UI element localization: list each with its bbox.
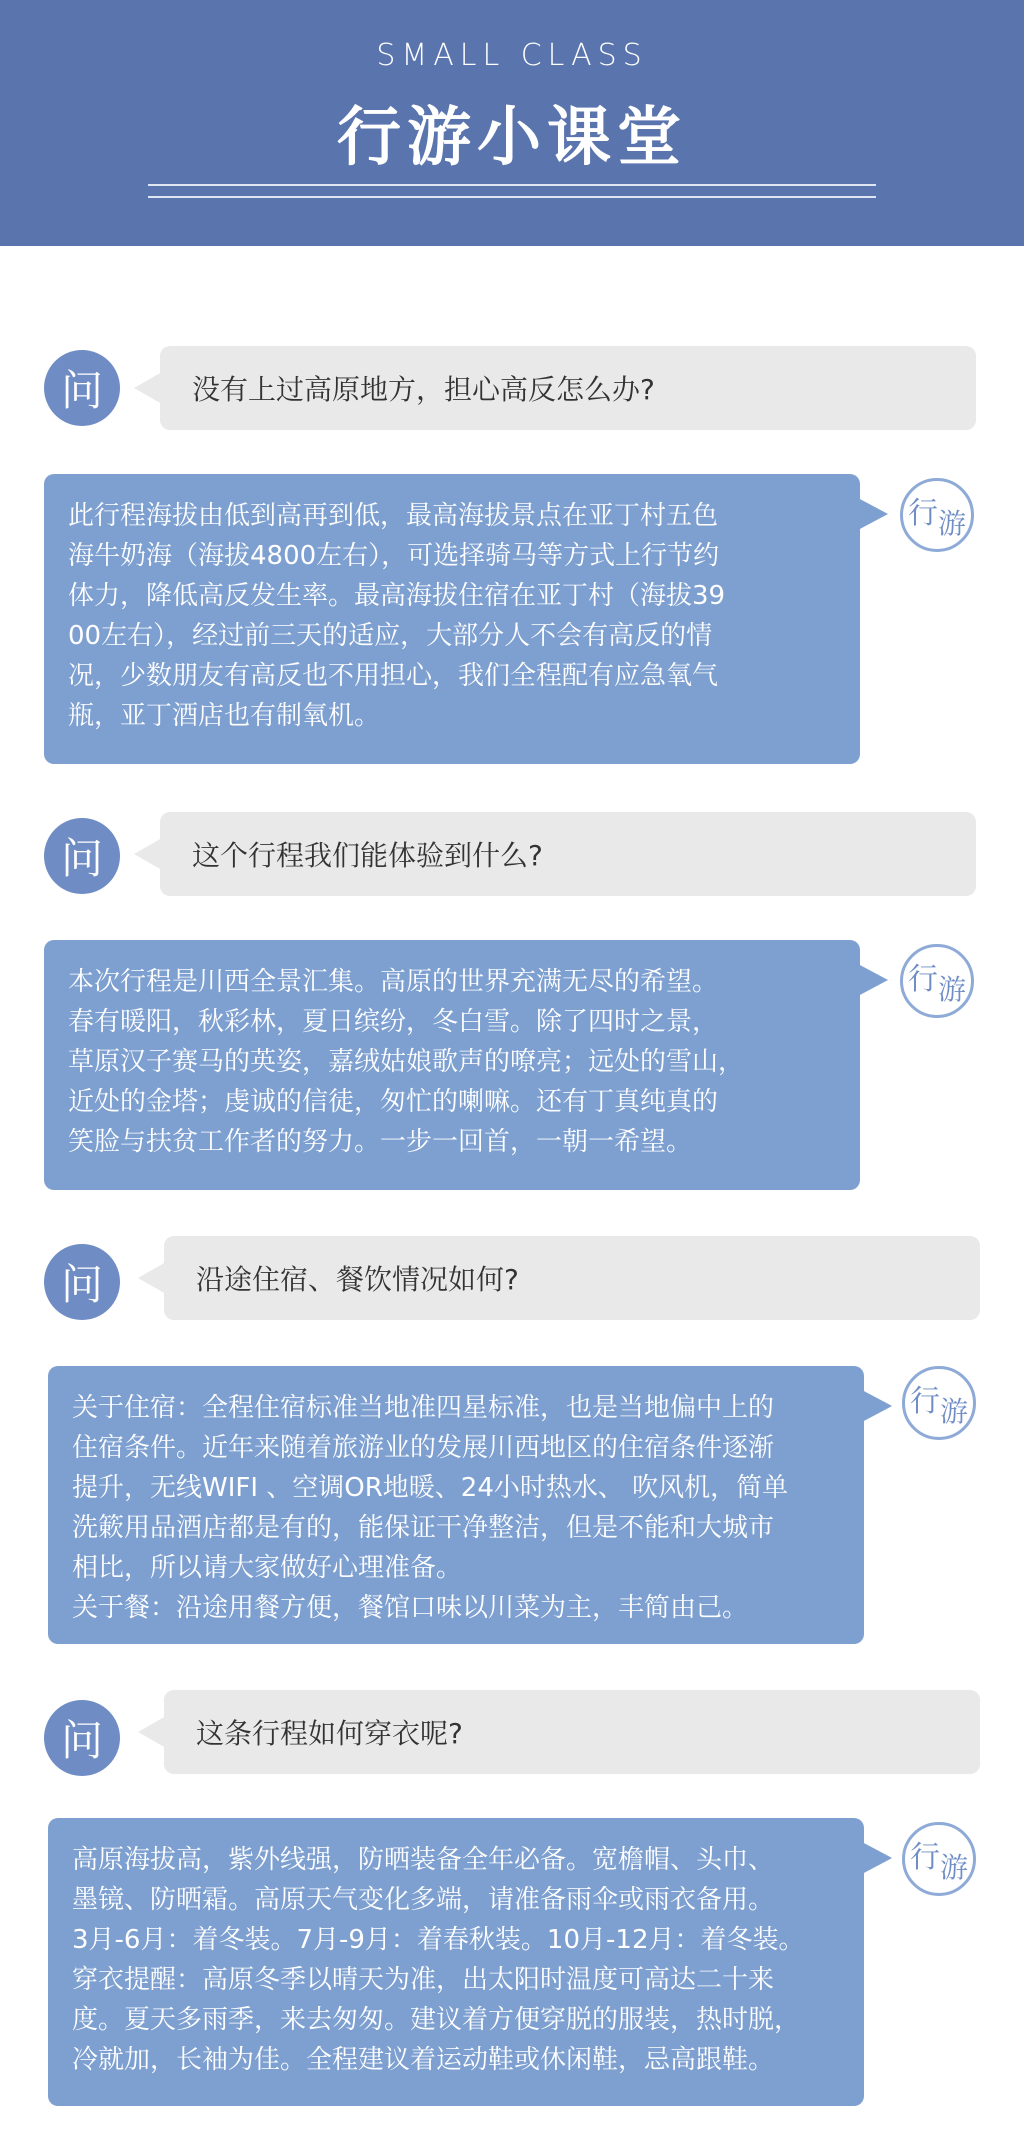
answer-line: 春有暖阳，秋彩林，夏日缤纷，冬白雪。除了四时之景，	[68, 1007, 719, 1037]
answer-line: 相比，所以请大家做好心理准备。	[72, 1553, 463, 1583]
answer-logo-icon: 行 游	[902, 1366, 976, 1440]
answer-line: 冷就加，长袖为佳。全程建议着运动鞋或休闲鞋，忌高跟鞋。	[72, 2045, 775, 2075]
header-banner	[0, 0, 1024, 246]
answer-line: 况，少数朋友有高反也不用担心，我们全程配有应急氧气	[68, 661, 719, 691]
question-bubble	[160, 346, 976, 430]
answer-line: 度。夏天多雨季，来去匆匆。建议着方便穿脱的服装，热时脱，	[72, 2005, 801, 2035]
question-icon: 问	[44, 1700, 120, 1776]
answer-logo-icon: 行 游	[902, 1822, 976, 1896]
question-text: 这条行程如何穿衣呢?	[196, 1717, 463, 1750]
answer-line: 3月-6月：着冬装。7月-9月：着春秋装。10月-12月：着冬装。	[72, 1925, 805, 1955]
header-subtitle: SMALL CLASS	[376, 38, 648, 73]
answer-logo-icon: 行 游	[900, 944, 974, 1018]
answer-bubble	[44, 474, 860, 764]
header-divider-bottom	[148, 196, 876, 198]
question-icon: 问	[44, 1244, 120, 1320]
answer-line: 00左右），经过前三天的适应，大部分人不会有高反的情	[68, 621, 713, 651]
answer-line: 瓶，亚丁酒店也有制氧机。	[68, 701, 381, 731]
answer-line: 墨镜、防晒霜。高原天气变化多端，请准备雨伞或雨衣备用。	[72, 1885, 775, 1915]
header-divider-top	[148, 184, 876, 186]
question-text: 没有上过高原地方，担心高反怎么办?	[192, 373, 655, 406]
header-title: 行游小课堂	[337, 101, 687, 175]
answer-bubble	[44, 940, 860, 1190]
question-icon: 问	[44, 818, 120, 894]
question-bubble	[164, 1690, 980, 1774]
answer-line: 笑脸与扶贫工作者的努力。一步一回首，一朝一希望。	[68, 1127, 693, 1157]
question-bubble	[164, 1236, 980, 1320]
question-icon: 问	[44, 350, 120, 426]
answer-line: 关于住宿：全程住宿标准当地准四星标准，也是当地偏中上的	[72, 1393, 775, 1423]
answer-line: 住宿条件。近年来随着旅游业的发展川西地区的住宿条件逐渐	[72, 1433, 775, 1463]
question-text: 这个行程我们能体验到什么?	[192, 839, 543, 872]
answer-line: 海牛奶海（海拔4800左右），可选择骑马等方式上行节约	[68, 541, 720, 571]
answer-line: 洗簌用品酒店都是有的，能保证干净整洁，但是不能和大城市	[72, 1513, 775, 1543]
answer-line: 提升，无线WIFI 、空调OR地暖、24小时热水、 吹风机，简单	[72, 1473, 789, 1503]
answer-line: 本次行程是川西全景汇集。高原的世界充满无尽的希望。	[68, 967, 719, 997]
answer-line: 草原汉子赛马的英姿，嘉绒姑娘歌声的嘹亮；远处的雪山，	[68, 1047, 745, 1077]
answer-line: 关于餐：沿途用餐方便，餐馆口味以川菜为主，丰简由己。	[72, 1593, 749, 1623]
answer-line: 近处的金塔；虔诚的信徒，匆忙的喇嘛。还有丁真纯真的	[68, 1087, 719, 1117]
answer-line: 体力，降低高反发生率。最高海拔住宿在亚丁村（海拔39	[68, 581, 726, 611]
question-bubble	[160, 812, 976, 896]
question-text: 沿途住宿、餐饮情况如何?	[196, 1263, 519, 1296]
answer-line: 高原海拔高，紫外线强，防晒装备全年必备。宽檐帽、头巾、	[72, 1845, 775, 1875]
answer-line: 此行程海拔由低到高再到低，最高海拔景点在亚丁村五色	[68, 501, 719, 531]
answer-line: 穿衣提醒：高原冬季以晴天为准，出太阳时温度可高达二十来	[72, 1965, 775, 1995]
answer-logo-icon: 行 游	[900, 478, 974, 552]
answer-bubble	[48, 1818, 864, 2106]
answer-bubble	[48, 1366, 864, 1644]
